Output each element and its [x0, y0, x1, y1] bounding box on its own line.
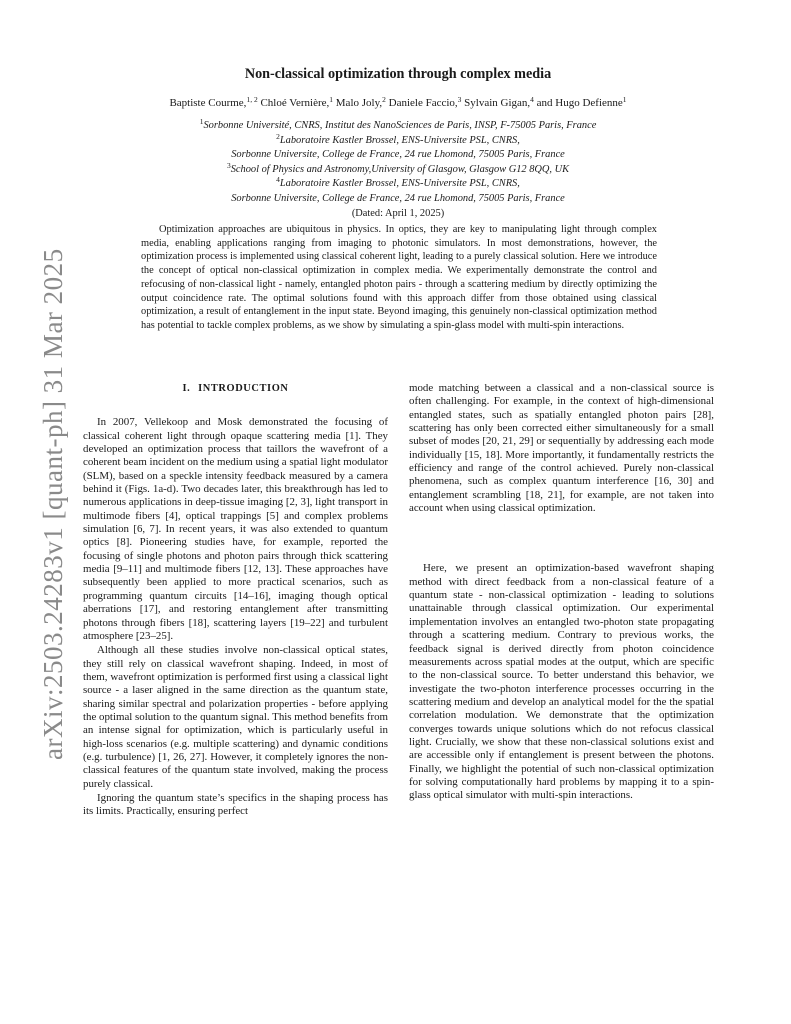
arxiv-identifier-stamp — [2, 248, 68, 768]
paper-title: Non-classical optimization through complex media — [244, 66, 552, 82]
right-column — [409, 382, 714, 803]
author-name: and Hugo Defienne — [533, 97, 623, 109]
section-title: INTRODUCTION — [198, 383, 289, 394]
author-name: Daniele Faccio, — [385, 97, 458, 109]
affiliation-line — [120, 177, 676, 192]
author-list — [90, 97, 706, 109]
section-number: I. — [182, 383, 191, 394]
author-affil-marker: 4 — [530, 95, 534, 104]
affiliation-marker: 3 — [226, 160, 231, 170]
author-name: Chloé Vernière, — [257, 97, 330, 109]
affiliation-text: Sorbonne Universite, College de France, 24 rue Lhomond, 75005 Paris, France — [231, 149, 565, 161]
affiliation-block — [120, 119, 676, 221]
affiliation-text: Sorbonne Université, CNRS, Institut des NanoSciences de Paris, INSP, F-75005 Paris, France — [203, 120, 597, 131]
arxiv-stamp-text: arXiv:2503.24283v1 [quant-ph] 31 Mar 2025 — [38, 248, 68, 760]
author-affil-marker: 1 — [329, 95, 334, 104]
author-affil-marker: 3 — [457, 95, 462, 104]
affiliation-text: Laboratoire Kastler Brossel, ENS-Universite PSL, CNRS, — [279, 178, 520, 190]
affiliation-text: Laboratoire Kastler Brossel, ENS-Universite PSL, CNRS, — [279, 134, 520, 146]
affiliation-text: School of Physics and Astronomy,University of Glasgow, Glasgow G12 8QQ, UK — [230, 163, 570, 175]
affiliation-line — [120, 192, 676, 207]
body-paragraph: mode matching between a classical and a non-classical source is often challenging. For example, in the context of high-dimensional entangled states, such as spatially entangled photon pairs [28], scattering has only been corrected either simultaneously for a small subset of modes [20, 21, 29] or sequentially by addressing each mode individually [15, 18]. More importantly, it fundamentally restricts the efficiency and range of the control achieved. Purely non-classical phenomena, such as complex quantum interference [16, 30] and entanglement scrambling [18, 21], for example, are not taken into account when using classical optimization. — [409, 382, 714, 515]
affiliation-marker: 4 — [276, 175, 280, 185]
affiliation-line — [120, 119, 676, 134]
affiliation-line — [120, 131, 676, 149]
affiliation-text: Sorbonne Universite, College de France, 24 rue Lhomond, 75005 Paris, France — [231, 192, 565, 204]
date-line: (Dated: April 1, 2025) — [351, 207, 445, 219]
affiliation-line — [120, 160, 676, 178]
body-paragraph: Here, we present an optimization-based wavefront shaping method with direct feedback from a non-classical feature of a quantum state - non-classical optimization - leading to solutions unattainable through classical optimization. Our experimental implementation involves an entangled two-photon state propagating through a scattering medium. Contrary to previous works, the feedback signal is derived directly from photon coincidence measurements across spatial modes at the output, which are specific to the non-classical source. To better understand this behavior, we investigate the two-photon interference processes occurring in the scattering medium and develop an analytical model for the the spatial correlation modulation. We demonstrate that the optimization converges towards unique solutions which do not refocus classical light. Crucially, we show that these non-classical solutions exist and are accessible only if entanglement is present between the photons. Finally, we highlight the potential of such non-classical optimization for solving computationally hard problems by mapping it to a spin-glass optical simulator with multi-spin interactions. — [409, 562, 714, 802]
author-affil-marker: 1, 2 — [246, 95, 258, 104]
author-affil-marker: 2 — [382, 95, 386, 104]
body-paragraph: In 2007, Vellekoop and Mosk demonstrated the focusing of classical coherent light through opaque scattering media [1]. They developed an optimization process that taillors the wavefront of a coherent beam incident on the medium using a spatial light modulator (SLM), based on a speckle intensity feedback measured by a camera behind it (Figs. 1a-d). Two decades later, this breakthrough has led to numerous applications in deep-tissue imaging [2, 3], light transport in multimode fibers [4], optical trappings [5] and complex problems simulation [6, 7]. In recent years, it was also extended to quantum optics [8]. Pioneering studies have, for example, reported the focusing of single photons and photon pairs through thick scattering media [9–11] and multimode fibers [12, 13]. These approaches have subsequently been applied to more practical scenarios, such as programming quantum circuits [14–16], imaging though optical aberrations [17], and restoring entanglement after transmitting photons through fibers [18], scattering layers [19–22] and turbulent atmosphere [23–25]. — [83, 416, 388, 642]
author-name: Baptiste Courme, — [169, 97, 247, 109]
author-name: Sylvain Gigan, — [461, 97, 531, 109]
affiliation-line — [120, 148, 676, 163]
affiliation-marker: 2 — [276, 131, 280, 141]
affiliation-marker: 1 — [199, 117, 204, 126]
body-paragraph: Ignoring the quantum state’s specifics in the shaping process has its limits. Practically, ensuring perfect — [83, 791, 388, 818]
author-affil-marker: 1 — [622, 95, 627, 104]
body-paragraph: Although all these studies involve non-classical optical states, they still rely on classical wavefront shaping. Indeed, in most of them, wavefront optimization is performed first using a classical light source - a laser aligned in the same direction as the quantum state, sharing similar spectral and polarization properties - before applying the optimal solution to the quantum signal. This method benefits from an intense signal for optimization, which is particularly useful in high-loss scenarios (e.g. multiple scattering) and dynamic conditions (e.g. turbulence) [1, 26, 27]. However, it completely ignores the non-classical features of the quantum state involved, making the process purely classical. — [83, 644, 389, 790]
abstract: Optimization approaches are ubiquitous in physics. In optics, they are key to manipulating light through complex media, enabling applications ranging from imaging to photonic simulators. In most demonstrations, however, the optimization process is implemented using classical coherent light, leading to a purely classical solution. Here we introduce the concept of optical non-classical optimization in complex media. We experimentally demonstrate the control and refocusing of non-classical light - namely, entangled photon pairs - through a scattering medium by directly optimizing the output coincidence rate. The optimal solutions found with this approach differ from those obtained using classical optimization, a result of entanglement in the input state. Beyond imaging, this genuinely non-classical optimization method has potential to tackle complex problems, as we show by simulating a spin-glass model with multi-spin interactions. — [141, 224, 657, 331]
author-name: Malo Joly, — [333, 97, 383, 109]
section-heading — [83, 382, 388, 395]
left-column — [83, 382, 388, 819]
